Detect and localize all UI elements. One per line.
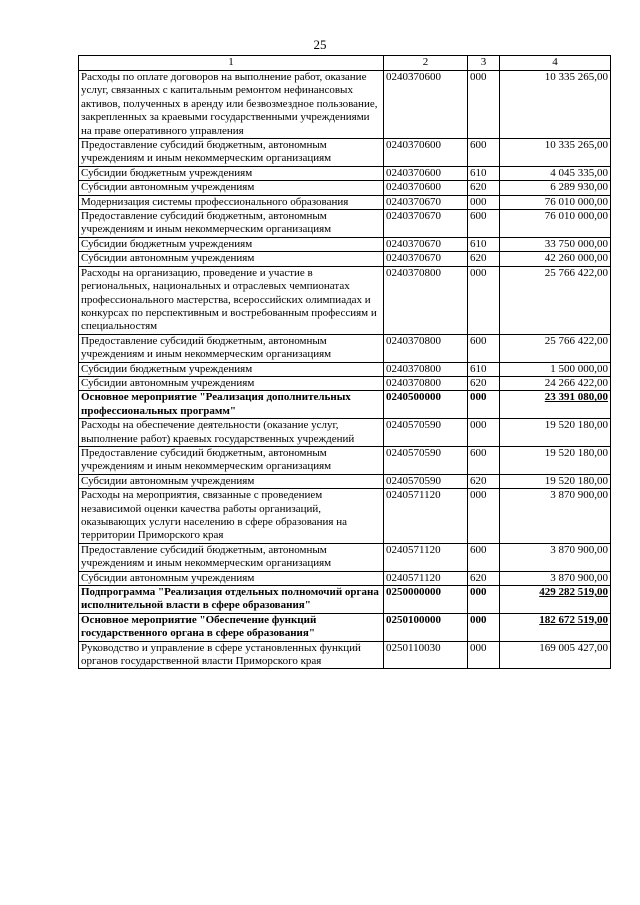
table-row — [79, 543, 611, 571]
row-kind: 610 — [468, 237, 500, 251]
row-kind: 610 — [468, 166, 500, 180]
row-code: 0240571120 — [384, 489, 468, 544]
row-code: 0250100000 — [384, 613, 468, 641]
header-col-3: 3 — [468, 56, 500, 71]
table-row — [79, 181, 611, 195]
table-row — [79, 586, 611, 614]
row-amount: 429 282 519,00 — [500, 586, 611, 614]
row-code: 0240570590 — [384, 474, 468, 488]
row-amount: 6 289 930,00 — [500, 181, 611, 195]
row-name: Субсидии автономным учреждениям — [79, 571, 384, 585]
row-kind: 600 — [468, 543, 500, 571]
table-row — [79, 446, 611, 474]
row-kind: 000 — [468, 195, 500, 209]
row-kind: 600 — [468, 334, 500, 362]
table-header-row — [79, 56, 611, 71]
row-name: Субсидии автономным учреждениям — [79, 252, 384, 266]
row-amount: 1 500 000,00 — [500, 362, 611, 376]
row-name: Основное мероприятие "Обеспечение функций государственного органа в сфере образования" — [79, 613, 384, 641]
row-name: Субсидии автономным учреждениям — [79, 181, 384, 195]
table-row — [79, 376, 611, 390]
row-code: 0240370670 — [384, 210, 468, 238]
row-amount: 19 520 180,00 — [500, 419, 611, 447]
row-kind: 000 — [468, 266, 500, 334]
table-row — [79, 334, 611, 362]
row-code: 0240370800 — [384, 376, 468, 390]
row-amount: 3 870 900,00 — [500, 543, 611, 571]
row-name: Расходы на организацию, проведение и участие в региональных, национальных и отраслевых чемпионатах профессионального мастерства, всероссийских олимпиадах и конкурсах по перспективным и востребованным профессиям и специальностям — [79, 266, 384, 334]
row-kind: 620 — [468, 252, 500, 266]
row-kind: 000 — [468, 641, 500, 669]
table-row — [79, 641, 611, 669]
row-kind: 600 — [468, 210, 500, 238]
row-code: 0240571120 — [384, 543, 468, 571]
row-code: 0240370670 — [384, 252, 468, 266]
table-row — [79, 391, 611, 419]
row-amount: 23 391 080,00 — [500, 391, 611, 419]
page-number: 25 — [313, 37, 327, 52]
row-kind: 600 — [468, 139, 500, 167]
row-code: 0240370600 — [384, 181, 468, 195]
row-code: 0240571120 — [384, 571, 468, 585]
row-amount: 25 766 422,00 — [500, 334, 611, 362]
row-kind: 000 — [468, 419, 500, 447]
row-amount: 10 335 265,00 — [500, 71, 611, 139]
row-amount: 76 010 000,00 — [500, 210, 611, 238]
budget-table — [78, 55, 611, 669]
row-code: 0240370800 — [384, 334, 468, 362]
row-amount: 19 520 180,00 — [500, 446, 611, 474]
row-name: Предоставление субсидий бюджетным, автономным учреждениям и иным некоммерческим организациям — [79, 446, 384, 474]
row-amount: 10 335 265,00 — [500, 139, 611, 167]
table-row — [79, 362, 611, 376]
row-amount: 3 870 900,00 — [500, 571, 611, 585]
row-kind: 000 — [468, 71, 500, 139]
row-kind: 000 — [468, 489, 500, 544]
row-amount: 42 260 000,00 — [500, 252, 611, 266]
header-col-1: 1 — [79, 56, 384, 71]
row-code: 0240570590 — [384, 419, 468, 447]
table-row — [79, 613, 611, 641]
row-name: Субсидии бюджетным учреждениям — [79, 237, 384, 251]
table-row — [79, 571, 611, 585]
row-amount: 4 045 335,00 — [500, 166, 611, 180]
row-name: Руководство и управление в сфере установленных функций органов государственной власти Приморского края — [79, 641, 384, 669]
table-row — [79, 237, 611, 251]
row-code: 0240370800 — [384, 362, 468, 376]
row-name: Основное мероприятие "Реализация дополнительных профессиональных программ" — [79, 391, 384, 419]
row-name: Модернизация системы профессионального образования — [79, 195, 384, 209]
row-kind: 000 — [468, 613, 500, 641]
row-kind: 600 — [468, 446, 500, 474]
table-row — [79, 252, 611, 266]
table-row — [79, 474, 611, 488]
table-row — [79, 71, 611, 139]
header-col-2: 2 — [384, 56, 468, 71]
row-code: 0240370670 — [384, 237, 468, 251]
row-kind: 620 — [468, 376, 500, 390]
row-name: Субсидии бюджетным учреждениям — [79, 166, 384, 180]
row-amount: 24 266 422,00 — [500, 376, 611, 390]
row-amount: 182 672 519,00 — [500, 613, 611, 641]
row-kind: 620 — [468, 571, 500, 585]
row-amount: 3 870 900,00 — [500, 489, 611, 544]
row-kind: 620 — [468, 181, 500, 195]
row-name: Расходы на мероприятия, связанные с проведением независимой оценки качества работы организаций, оказывающих услуги населению в сфере образования на территории Приморского края — [79, 489, 384, 544]
row-name: Субсидии автономным учреждениям — [79, 376, 384, 390]
row-code: 0250000000 — [384, 586, 468, 614]
row-code: 0240370600 — [384, 139, 468, 167]
row-amount: 169 005 427,00 — [500, 641, 611, 669]
table-row — [79, 210, 611, 238]
table-row — [79, 419, 611, 447]
row-amount: 19 520 180,00 — [500, 474, 611, 488]
row-kind: 620 — [468, 474, 500, 488]
row-code: 0240370800 — [384, 266, 468, 334]
table-row — [79, 489, 611, 544]
row-kind: 610 — [468, 362, 500, 376]
table-row — [79, 139, 611, 167]
row-name: Предоставление субсидий бюджетным, автономным учреждениям и иным некоммерческим организациям — [79, 334, 384, 362]
row-name: Расходы на обеспечение деятельности (оказание услуг, выполнение работ) краевых государственных учреждений — [79, 419, 384, 447]
table-row — [79, 195, 611, 209]
row-name: Предоставление субсидий бюджетным, автономным учреждениям и иным некоммерческим организациям — [79, 139, 384, 167]
table-row — [79, 266, 611, 334]
row-name: Предоставление субсидий бюджетным, автономным учреждениям и иным некоммерческим организациям — [79, 543, 384, 571]
row-amount: 25 766 422,00 — [500, 266, 611, 334]
row-code: 0240370670 — [384, 195, 468, 209]
row-amount: 76 010 000,00 — [500, 195, 611, 209]
row-name: Подпрограмма "Реализация отдельных полномочий органа исполнительной власти в сфере образования" — [79, 586, 384, 614]
row-code: 0240370600 — [384, 166, 468, 180]
row-amount: 33 750 000,00 — [500, 237, 611, 251]
row-name: Субсидии бюджетным учреждениям — [79, 362, 384, 376]
header-col-4: 4 — [500, 56, 611, 71]
row-kind: 000 — [468, 586, 500, 614]
row-name: Расходы по оплате договоров на выполнение работ, оказание услуг, связанных с капитальным ремонтом нефинансовых активов, полученных в аренду или безвозмездное пользование, закрепленных за краевыми государственными учреждениями на праве оперативного управления — [79, 71, 384, 139]
row-name: Субсидии автономным учреждениям — [79, 474, 384, 488]
row-code: 0240370600 — [384, 71, 468, 139]
table-row — [79, 166, 611, 180]
row-code: 0240500000 — [384, 391, 468, 419]
row-name: Предоставление субсидий бюджетным, автономным учреждениям и иным некоммерческим организациям — [79, 210, 384, 238]
row-code: 0240570590 — [384, 446, 468, 474]
row-kind: 000 — [468, 391, 500, 419]
row-code: 0250110030 — [384, 641, 468, 669]
